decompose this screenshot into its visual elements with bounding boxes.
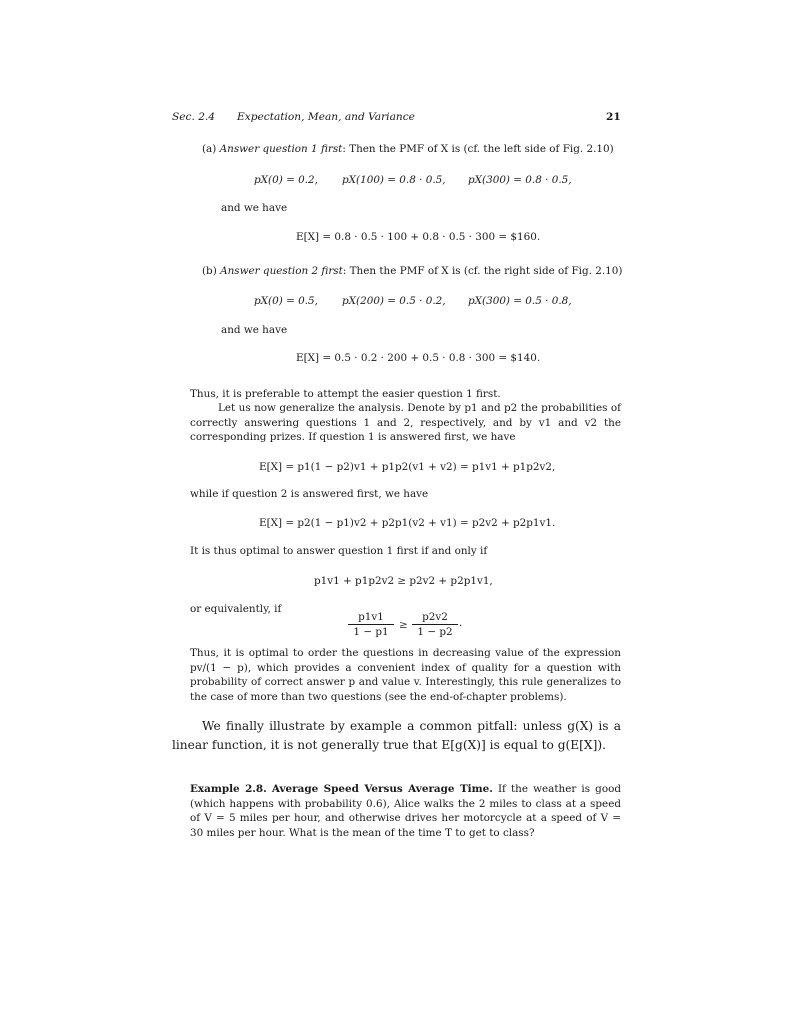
part-a-label: (a) (202, 143, 217, 155)
header-page-number: 21 (606, 111, 621, 123)
part-a-text: : Then the PMF of X is (cf. the left side of Fig. 2.10) (342, 143, 614, 155)
conclusion-text: Thus, it is preferable to attempt the easier question 1 first. (190, 388, 501, 400)
fraction-left-numerator: p1v1 (348, 611, 394, 625)
part-a-pmf-1: pX(100) = 0.8 · 0.5, (342, 174, 446, 186)
fraction-right (412, 611, 458, 638)
order-paragraph: Thus, it is optimal to order the questions in decreasing value of the expression pv/(1 − p), which provides a convenient index of quality for a question with probability of correct answer p and value v. Interestingly, this rule generalizes to the case of more than two questions (see the end-of-chapter problems). (190, 647, 621, 703)
part-b-pmf-1: pX(200) = 0.5 · 0.2, (342, 295, 446, 307)
part-b-pmf-2: pX(300) = 0.5 · 0.8, (468, 295, 572, 307)
fraction-right-denominator: 1 − p2 (417, 626, 453, 638)
part-a-lead: Answer question 1 first (219, 143, 343, 155)
generalize-paragraph: Let us now generalize the analysis. Denote by p1 and p2 the probabilities of correctly answering questions 1 and 2, respectively, and by v1 and v2 the corresponding prizes. If question 1 is answered first, we have (190, 402, 621, 443)
equation-question-2-first: E[X] = p2(1 − p1)v2 + p2p1(v2 + v1) = p2v2 + p2p1v1. (259, 517, 556, 529)
part-a-pmf-0: pX(0) = 0.2, (254, 174, 318, 186)
part-b-expectation: E[X] = 0.5 · 0.2 · 200 + 0.5 · 0.8 · 300 = $140. (296, 352, 541, 364)
example-title: Average Speed Versus Average Time. (271, 783, 493, 795)
part-b-lead: Answer question 2 first (220, 265, 343, 277)
example-label: Example 2.8. (190, 783, 267, 795)
equation-question-1-first: E[X] = p1(1 − p2)v1 + p1p2(v1 + v2) = p1v1 + p1p2v2, (259, 461, 556, 473)
fraction-left (348, 611, 394, 638)
header-title: Expectation, Mean, and Variance (237, 111, 415, 123)
inequality: p1v1 + p1p2v2 ≥ p2v2 + p2p1v1, (314, 575, 493, 587)
equivalently-text: or equivalently, if (190, 603, 282, 615)
part-b-pmf-0: pX(0) = 0.5, (254, 295, 318, 307)
part-b-line (202, 264, 622, 278)
while-text: while if question 2 is answered first, we have (190, 488, 429, 500)
example-2-8 (190, 782, 621, 840)
fraction-period: . (459, 617, 463, 629)
part-a-and-we-have: and we have (221, 202, 288, 214)
optimal-text: It is thus optimal to answer question 1 first if and only if (190, 545, 488, 557)
pitfall-paragraph: We finally illustrate by example a common pitfall: unless g(X) is a linear function, it is not generally true that E[g(X)] is equal to g(E[X]). (172, 719, 621, 752)
part-b-text: : Then the PMF of X is (cf. the right side of Fig. 2.10) (342, 265, 623, 277)
header-section: Sec. 2.4 (172, 111, 216, 123)
fraction-left-denominator: 1 − p1 (353, 626, 389, 638)
part-a-line (202, 142, 614, 156)
example-text: If the weather is good (which happens with probability 0.6), Alice walks the 2 miles to class at a speed of V = 5 miles per hour, and otherwise drives her motorcycle at a speed of V = 30 miles per hour. What is the mean of the time T to get to class? (190, 783, 621, 839)
geq-sign: ≥ (399, 619, 408, 631)
part-b-and-we-have: and we have (221, 324, 288, 336)
part-a-expectation: E[X] = 0.8 · 0.5 · 100 + 0.8 · 0.5 · 300 = $160. (296, 231, 541, 243)
fraction-right-numerator: p2v2 (412, 611, 458, 625)
part-b-label: (b) (202, 265, 217, 277)
part-a-pmf-2: pX(300) = 0.8 · 0.5, (468, 174, 572, 186)
